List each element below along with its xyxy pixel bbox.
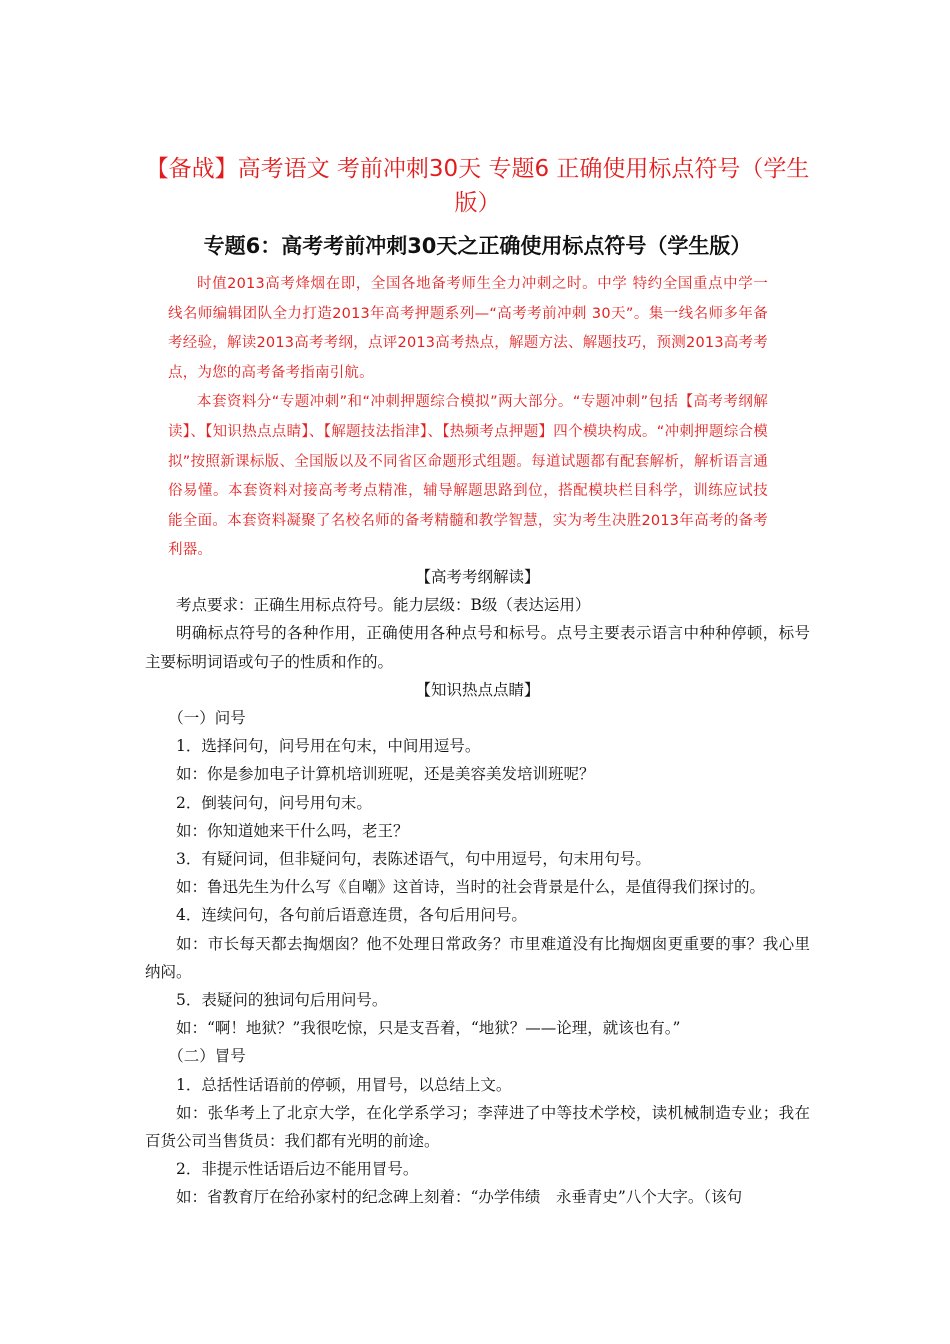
body-paragraph: 5．表疑问的独词句后用问号。 bbox=[176, 991, 388, 1010]
body-paragraph: 如：你是参加电子计算机培训班呢，还是美容美发培训班呢？ bbox=[176, 765, 595, 784]
body-paragraph: 明确标点符号的各种作用，正确使用各种点号和标号。点号主要表示语言中种种停顿，标号主要标明词语或句子的性质和作的。 bbox=[145, 624, 810, 671]
body-paragraph: 如：市长每天都去掏烟囱？他不处理日常政务？市里难道没有比掏烟囱更重要的事？我心里纳闷。 bbox=[145, 934, 810, 981]
document-subtitle: 专题6：高考考前冲刺30天之正确使用标点符号（学生版） bbox=[203, 234, 752, 258]
section-heading-syllabus: 【高考考纲解读】 bbox=[415, 568, 540, 586]
section-heading-knowledge: 【知识热点点睛】 bbox=[415, 680, 540, 699]
body-paragraph: 如：张华考上了北京大学，在化学系学习；李萍进了中等技术学校，读机械制造专业；我在百货公司当售货员：我们都有光明的前途。 bbox=[145, 1103, 810, 1151]
document-title: 【备战】高考语文 考前冲刺30天 专题6 正确使用标点符号（学生版） bbox=[145, 156, 810, 216]
body-paragraph: 1．选择问句，问号用在句末，中间用逗号。 bbox=[176, 737, 481, 756]
body-paragraph: 2．非提示性话语后边不能用冒号。 bbox=[176, 1160, 419, 1179]
body-paragraph: 如：省教育厅在给孙家村的纪念碑上刻着：“办学伟绩 永垂青史”八个大字。（该句 bbox=[176, 1188, 743, 1207]
body-paragraph: 如：你知道她来干什么吗，老王？ bbox=[176, 821, 409, 840]
body-paragraph: 2．倒装问句，问号用句末。 bbox=[176, 793, 372, 812]
intro-paragraph: 时值2013高考烽烟在即，全国各地备考师生全力冲刺之时。中学 特约全国重点中学一线名师编辑团队全力打造2013年高考押题系列—“高考考前冲刺 30天”。集一线名师多年备考经验，解读2013高考考纲，点评2013高考热点，解题方法、解题技巧，预测2013高考考点，为您的高考备考指南引航。 bbox=[168, 276, 768, 381]
subsection-title-colon: （二）冒号 bbox=[168, 1047, 246, 1066]
body-paragraph: 4．连续问句，各句前后语意连贯，各句后用问号。 bbox=[176, 906, 527, 925]
intro-block bbox=[168, 270, 768, 566]
body-paragraph: 考点要求：正确生用标点符号。能力层级：B级（表达运用） bbox=[176, 596, 591, 615]
body-paragraph: 3．有疑问词，但非疑问句，表陈述语气，句中用逗号，句末用句号。 bbox=[176, 850, 651, 869]
subsection-title-question-mark: （一）问号 bbox=[168, 709, 246, 728]
intro-paragraph: 本套资料分“专题冲刺”和“冲刺押题综合模拟”两大部分。“专题冲刺”包括【高考考纲解读】、【知识热点点睛】、【解题技法指津】、【热频考点押题】四个模块构成。“冲刺押题综合模拟”按照新课标版、全国版以及不同省区命题形式组题。每道试题都有配套解析，解析语言通俗易懂。本套资料对接高考考点精准，辅导解题思路到位，搭配模块栏目科学，训练应试技能全面。本套资料凝聚了名校名师的备考精髓和教学智慧，实为考生决胜2013年高考的备考利器。 bbox=[168, 394, 768, 559]
body-text bbox=[145, 563, 810, 1212]
body-paragraph: 如：鲁迅先生为什么写《自嘲》这首诗，当时的社会背景是什么，是值得我们探讨的。 bbox=[176, 878, 766, 897]
body-paragraph: 1．总括性话语前的停顿，用冒号，以总结上文。 bbox=[176, 1075, 512, 1094]
body-paragraph: 如：“啊！地狱？”我很吃惊，只是支吾着，“地狱？——论理，就该也有。” bbox=[176, 1019, 681, 1038]
